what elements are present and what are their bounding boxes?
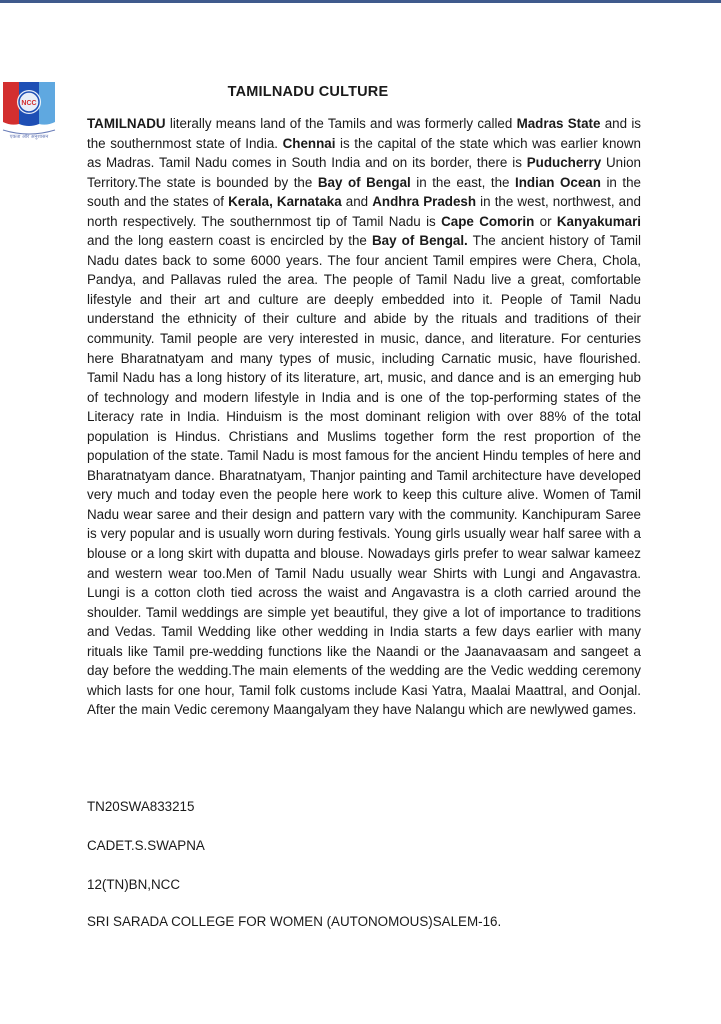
text-run: and is the southernmost state of India.: [87, 116, 641, 151]
college-name: SRI SARADA COLLEGE FOR WOMEN (AUTONOMOUS)SALEM-16.: [87, 914, 502, 929]
body-paragraph: [87, 114, 641, 720]
bold-term: Andhra Pradesh: [372, 194, 477, 210]
title-text: TAMILNADU CULTURE: [227, 84, 389, 100]
document-title: [0, 84, 600, 100]
emblem-caption: एकता और अनुशासन: [9, 134, 49, 140]
bold-term: Kerala, Karnataka: [228, 194, 342, 210]
text-run: and the long eastern coast is encircled by the: [87, 233, 372, 249]
bold-term: Puducherry: [526, 155, 602, 171]
bold-term: Bay of Bengal.: [371, 233, 468, 249]
emblem-text: NCC: [21, 100, 37, 107]
bold-term: Kanyakumari: [556, 213, 641, 229]
text-run: is the capital of the state which was earlier known as Madras. Tamil Nadu comes in South India and on its border, there is: [87, 135, 641, 171]
text-run: literally means land of the Tamils and was formerly called: [165, 116, 517, 131]
top-border: [0, 0, 721, 3]
cadet-name: CADET.S.SWAPNA: [87, 838, 205, 853]
text-run: in the west, northwest, and north respectively. The southernmost tip of Tamil Nadu is: [87, 194, 641, 229]
text-run: The ancient history of Tamil Nadu dates back to some 6000 years. The four ancient Tamil empires were Chera, Chola, Pandya, and Pallavas ruled the area. The people of Tamil Nadu live a great, comfortable lifestyle and their art and culture are deeply embedded into it. People of Tamil Nadu understand the ethnicity of their culture and abide by the rituals and traditions of their community. Tamil people are very interested in music, dance, and literature. For centuries here Bharatnatyam and many types of music, including Carnatic music, have flourished. Tamil Nadu has a long history of its literature, art, music, and dance and is an emerging hub of technology and modern lifestyle in India and is one of the top-performing states of the Literacy rate in India. Hinduism is the most dominant religion with over 88% of the total population is Hindus. Christians and Muslims together form the rest proportion of the population of the state. Tamil Nadu is most famous for the ancient Hindu temples of here and Bharatnatyam dance. Bharatnatyam, Thanjor painting and Tamil architecture have developed very much and today even the people here work to keep this culture alive. Women of Tamil Nadu wear saree and their design and pattern vary with the community. Kanchipuram Saree is very popular and is usually worn during festivals. Young girls usually wear half saree with a blouse or a long skirt with dupatta and blouse. Nowadays girls prefer to wear salwar kameez and western wear too.Men of Tamil Nadu usually wear Shirts with Lungi and Angavastra. Lungi is a cotton cloth tied across the waist and Angavastra is a cloth carried around the shoulder. Tamil weddings are simple yet beautiful, they give a lot of importance to traditions and Vedas. Tamil Wedding like other wedding in India starts a few days earlier with many rituals like Tamil pre-wedding functions like the Naandi or the Jaanavaasam and sangeet a day before the wedding.The main elements of the wedding are the Vedic wedding ceremony which lasts for one hour, Tamil folk customs include Kasi Yatra, Maalai Maattral, and Oonjal. After the main Vedic ceremony Maangalyam they have Nalangu which are newlywed games.: [87, 233, 641, 718]
bold-term: Bay of Bengal: [317, 174, 411, 190]
bold-term: Chennai: [282, 135, 336, 151]
bold-term: TAMILNADU: [87, 116, 166, 131]
text-run: in the south and the states of: [87, 174, 641, 210]
unit-name: 12(TN)BN,NCC: [87, 877, 180, 892]
text-run: and: [341, 194, 373, 210]
bold-term: Cape Comorin: [441, 213, 535, 229]
text-run: in the east, the: [410, 174, 516, 190]
text-run: or: [534, 213, 557, 229]
bold-term: Madras State: [516, 116, 601, 131]
bold-term: Indian Ocean: [515, 174, 601, 190]
cadet-id: TN20SWA833215: [87, 799, 195, 814]
text-run: Union Territory.The state is bounded by the: [87, 155, 641, 190]
